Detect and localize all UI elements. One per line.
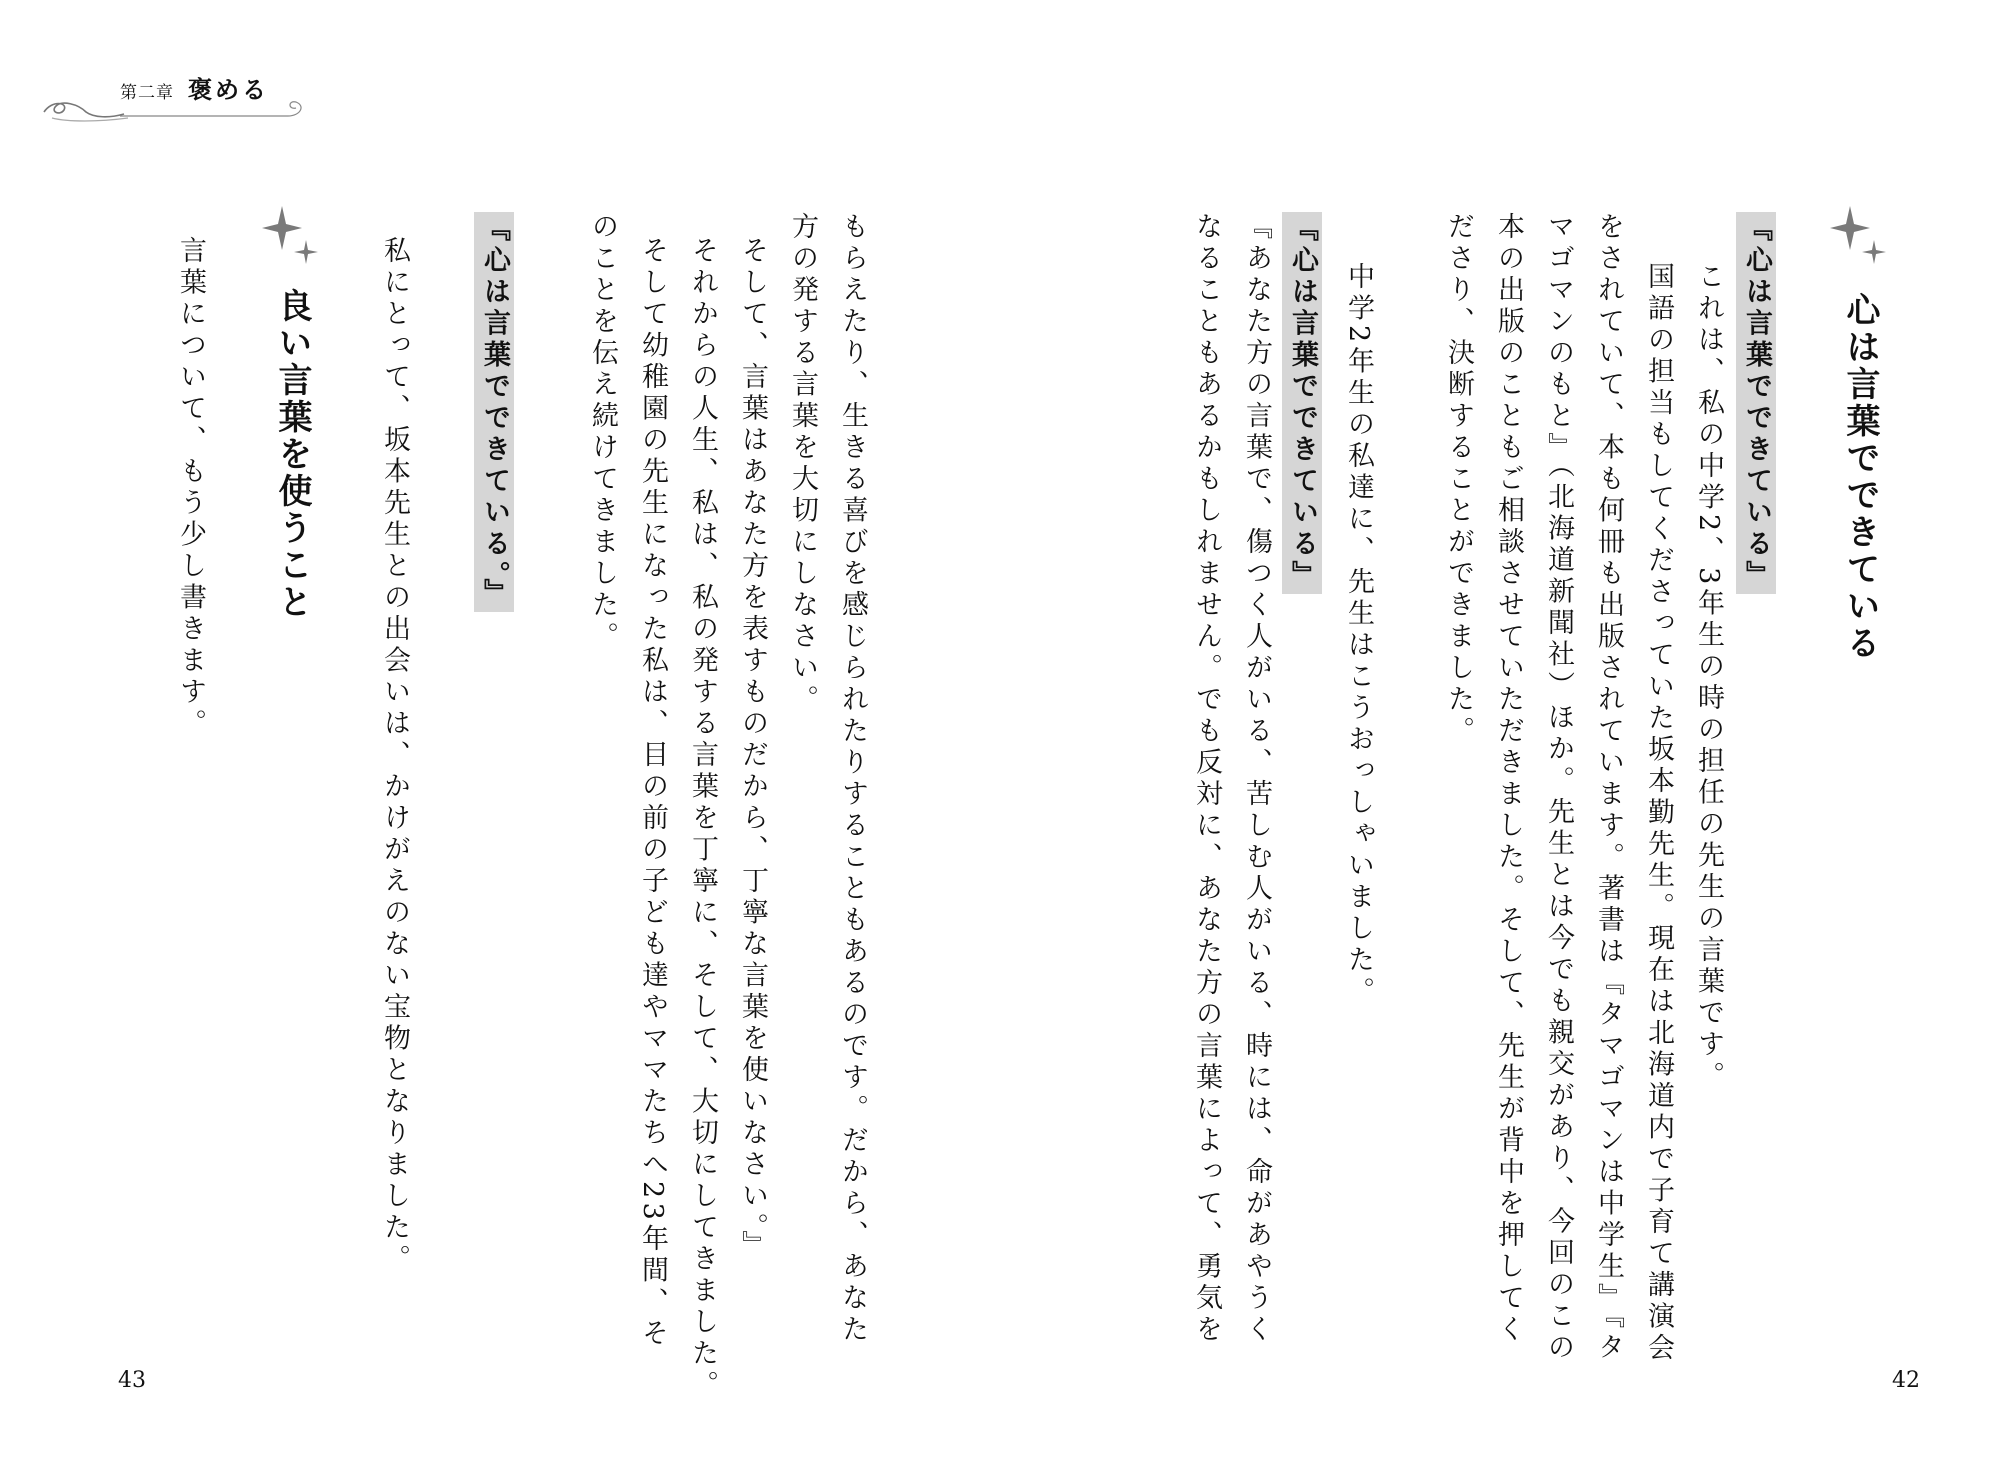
body-line: マゴマンのもと』（北海道新聞社）ほか。先生とは今でも親交があり、今回のこの [1543,212,1574,1364]
body-line: 私にとって、坂本先生との出会いは、かけがえのない宝物となりました。 [379,236,410,1276]
body-line: 言葉について、もう少し書きます。 [175,236,206,740]
sparkle-icon [1830,206,1888,268]
body-line: 国語の担当もしてくださっていた坂本勤先生。現在は北海道内で子育て講演会 [1643,262,1674,1365]
body-line: そして幼稚園の先生になった私は、目の前の子ども達やママたちへ23年間、そ [637,236,668,1351]
page-number-right: 42 [1892,1368,1920,1393]
page-number-left: 43 [118,1368,146,1393]
chapter-number: 第二章 [120,83,174,103]
body-line: それからの人生、私は、私の発する言葉を丁寧に、そして、大切にしてきました。 [687,236,718,1402]
quote-heading: 『心は言葉でできている。』 [474,212,514,612]
body-line: なることもあるかもしれません。でも反対に、あなた方の言葉によって、勇気を [1191,212,1222,1346]
quote-heading: 『心は言葉でできている』 [1282,212,1322,594]
body-line: ださり、決断することができました。 [1443,212,1474,748]
body-line: のことを伝え続けてきました。 [587,212,618,653]
quote-heading: 『心は言葉でできている』 [1736,212,1776,594]
section-heading-1: 心は言葉でできている [1840,292,1880,662]
sparkle-icon [262,206,320,268]
body-line: 中学2年生の私達に、先生はこうおっしゃいました。 [1343,262,1374,1009]
body-line: 『あなた方の言葉で、傷つく人がいる、苦しむ人がいる、時には、命があやうく [1241,212,1272,1346]
chapter-title: 褒める [188,75,269,104]
body-line: これは、私の中学2、3年生の時の担任の先生の言葉です。 [1693,262,1724,1093]
section-heading-2: 良い言葉を使うこと [272,288,312,621]
body-line: をされていて、本も何冊も出版されています。著書は『タマゴマンは中学生』『タ [1593,212,1624,1364]
body-line: 方の発する言葉を大切にしなさい。 [787,212,818,716]
body-line: 本の出版のこともご相談させていただきました。そして、先生が背中を押してく [1493,212,1524,1346]
body-line: そして、言葉はあなた方を表すものだから、丁寧な言葉を使いなさい。』 [737,236,768,1262]
running-header [38,72,308,132]
body-line: もらえたり、生きる喜びを感じられたりすることもあるのです。だから、あなた [837,212,868,1346]
